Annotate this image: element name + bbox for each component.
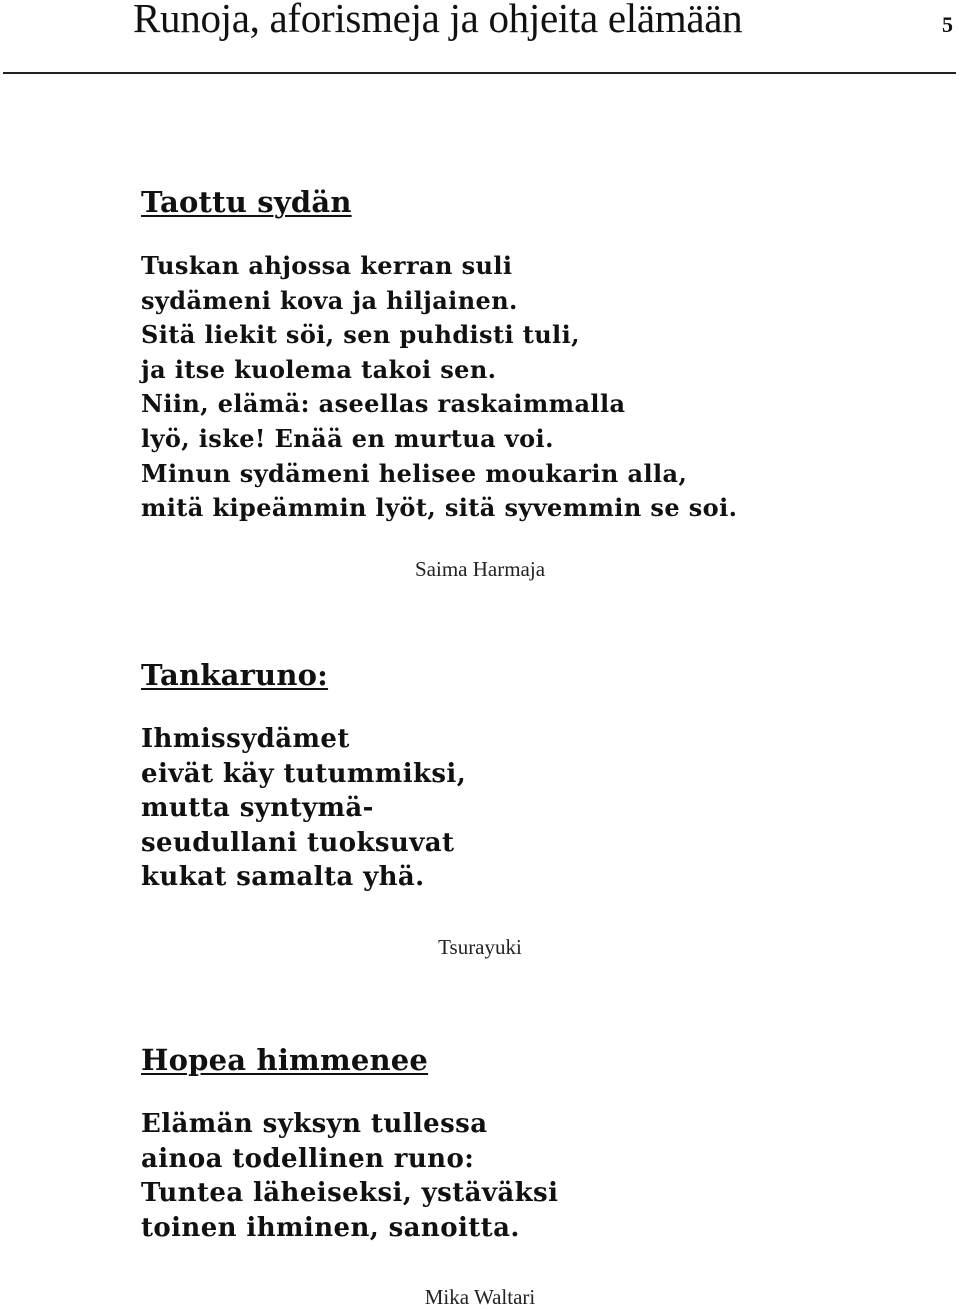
poem-line: Niin, elämä: aseellas raskaimmalla <box>141 389 626 419</box>
poem-line: ja itse kuolema takoi sen. <box>141 354 497 384</box>
poem-title: Hopea himmenee <box>141 1043 429 1077</box>
poem-line: seudullani tuoksuvat <box>141 827 455 858</box>
poem-line: Sitä liekit söi, sen puhdisti tuli, <box>141 320 580 350</box>
poem-line: toinen ihminen, sanoitta. <box>141 1212 520 1243</box>
poem-hopea-himmenee <box>141 1043 558 1245</box>
poem-lines <box>141 722 466 895</box>
poem-lines <box>141 1107 558 1245</box>
poem-author: Mika Waltari <box>424 1285 536 1309</box>
poem-title: Tankaruno: <box>141 658 329 692</box>
poem-line: Tuntea läheiseksi, ystäväksi <box>141 1178 559 1209</box>
poem-line: Tuskan ahjossa kerran suli <box>141 251 513 280</box>
poem-author: Tsurayuki <box>438 935 522 959</box>
header-rule <box>3 72 956 74</box>
poem-lines <box>141 249 737 526</box>
poem-line: Elämän syksyn tullessa <box>141 1109 488 1139</box>
poem-line: eivät käy tutummiksi, <box>141 758 467 789</box>
poem-author: Saima Harmaja <box>414 557 546 581</box>
header-title: Runoja, aforismeja ja ohjeita elämään <box>133 0 743 41</box>
poem-line: kukat samalta yhä. <box>141 862 425 893</box>
poem-taottu-sydan <box>141 185 737 526</box>
page-number: 5 <box>942 12 953 37</box>
poem-tankaruno <box>141 658 466 895</box>
poem-line: mutta syntymä- <box>141 793 374 824</box>
poem-title: Taottu sydän <box>141 185 352 219</box>
poem-line: Minun sydämeni helisee moukarin alla, <box>141 458 688 488</box>
poem-line: ainoa todellinen runo: <box>141 1143 475 1174</box>
poem-line: Ihmissydämet <box>141 724 350 754</box>
poem-line: lyö, iske! Enää en murtua voi. <box>141 423 554 453</box>
poem-line: sydämeni kova ja hiljainen. <box>141 285 518 315</box>
poem-line: mitä kipeämmin lyöt, sitä syvemmin se soi. <box>141 493 738 523</box>
